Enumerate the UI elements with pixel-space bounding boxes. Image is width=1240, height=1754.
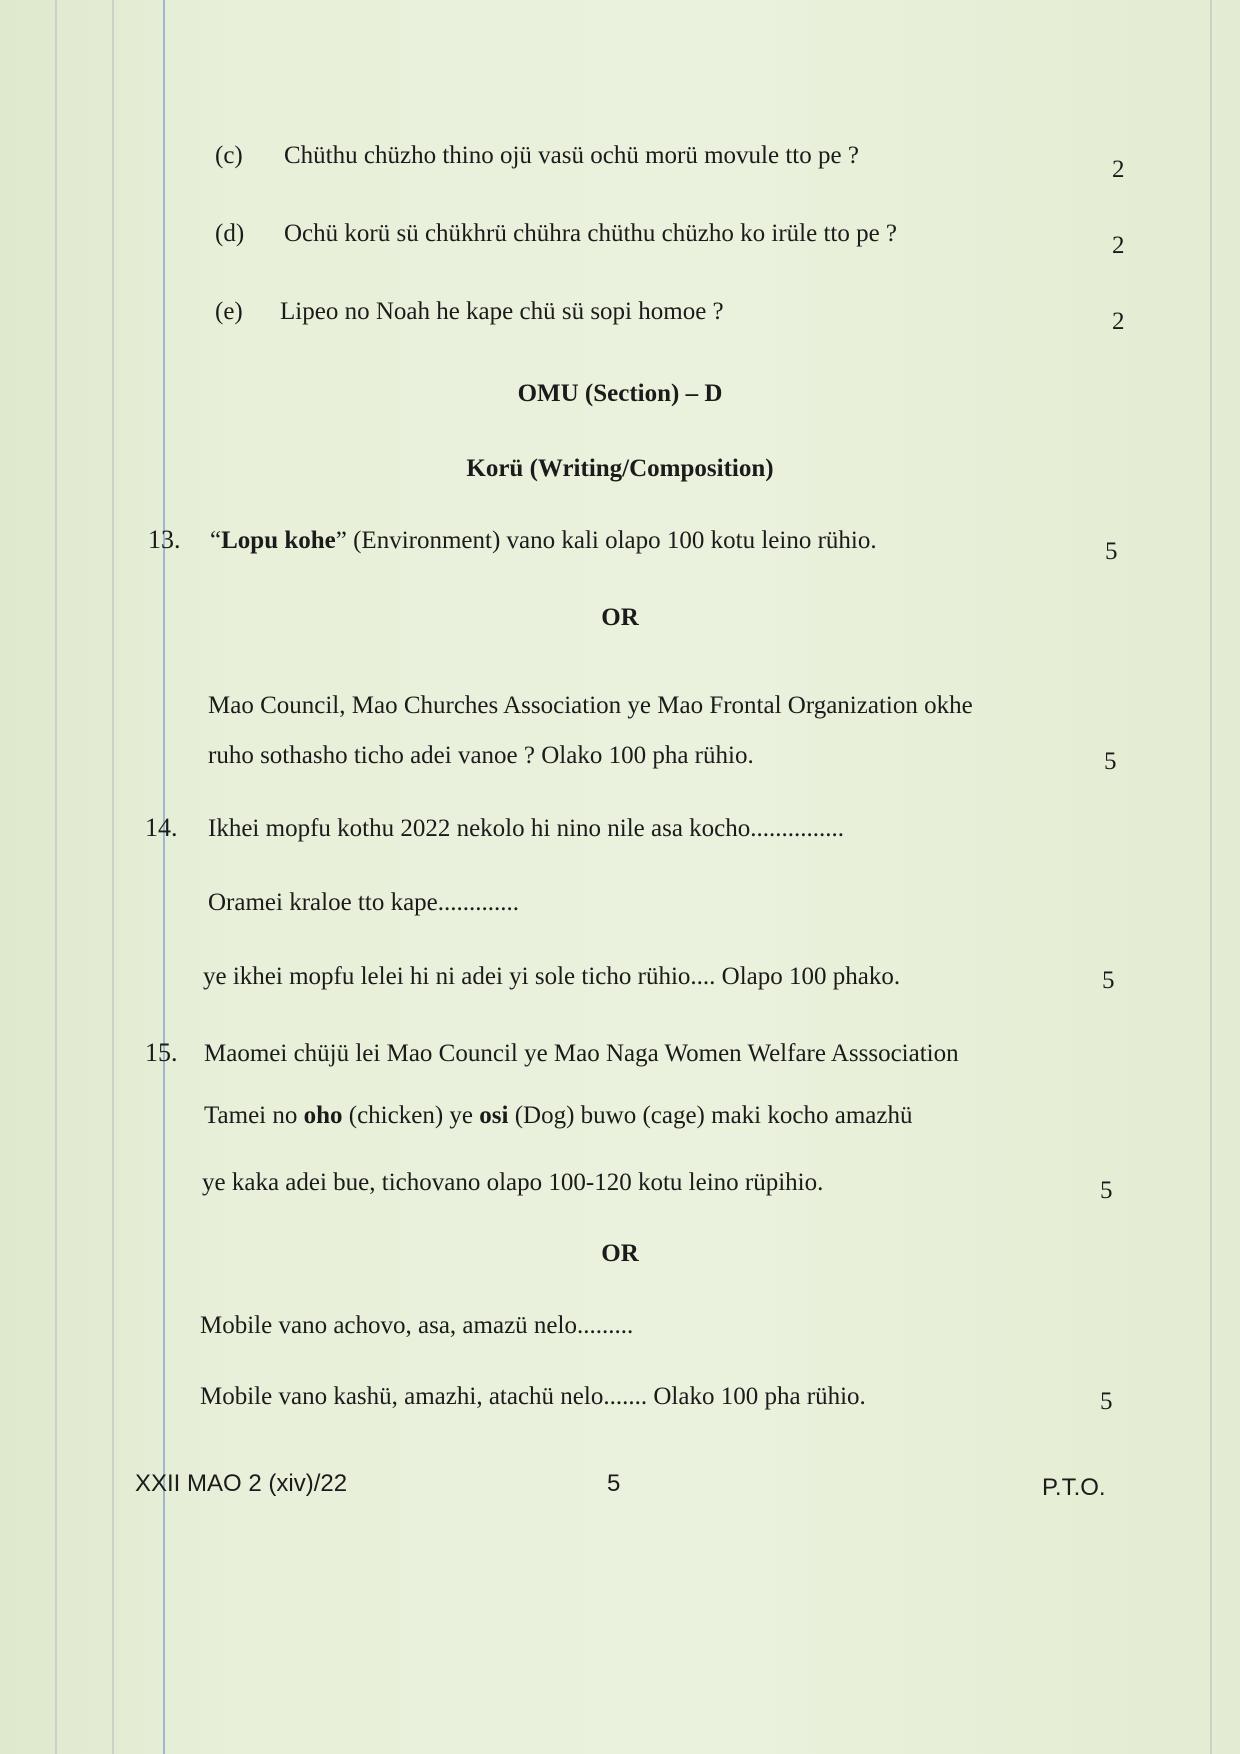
- section-subheading: Korü (Writing/Composition): [466, 455, 774, 482]
- page-fold-line: [55, 0, 57, 1754]
- question-number: 15.: [145, 1038, 178, 1067]
- item-marks: 2: [1112, 308, 1125, 335]
- item-label: (d): [215, 220, 245, 247]
- item-marks: 2: [1112, 156, 1125, 183]
- pto-label: P.T.O.: [1042, 1474, 1106, 1501]
- question-line: Maomei chüjü lei Mao Council ye Mao Naga Women Welfare Asssociation: [204, 1040, 959, 1067]
- alt-question-line: Mobile vano kashü, amazhi, atachü nelo....... Olako 100 pha rühio.: [200, 1383, 866, 1410]
- alt-question-marks: 5: [1104, 748, 1117, 775]
- text-segment: (chicken) ye: [342, 1102, 480, 1129]
- page-fold-line: [1210, 0, 1212, 1754]
- paper-code: XXII MAO 2 (xiv)/22: [135, 1470, 348, 1497]
- term-bold: osi: [479, 1102, 509, 1129]
- or-divider: OR: [601, 604, 639, 631]
- text-segment: Tamei no: [204, 1102, 304, 1129]
- section-heading: OMU (Section) – D: [517, 380, 723, 407]
- item-label: (c): [215, 142, 243, 169]
- item-marks: 2: [1112, 232, 1125, 259]
- question-line: ye kaka adei bue, tichovano olapo 100-120 kotu leino rüpihio.: [202, 1169, 824, 1196]
- item-text: Chüthu chüzho thino ojü vasü ochü morü movule tto pe ?: [284, 142, 859, 169]
- alt-question-line: Mobile vano achovo, asa, amazü nelo.........: [200, 1312, 634, 1339]
- or-divider: OR: [601, 1240, 639, 1267]
- alt-question-line: ruho sothasho ticho adei vanoe ? Olako 100 pha rühio.: [208, 742, 754, 769]
- term-bold: oho: [303, 1102, 343, 1129]
- alt-question-line: Mao Council, Mao Churches Association ye Mao Frontal Organization okhe: [208, 692, 973, 719]
- text-segment: (Dog) buwo (cage) maki kocho amazhü: [508, 1102, 913, 1129]
- question-text: [210, 527, 877, 555]
- question-marks: 5: [1105, 538, 1118, 565]
- question-line: Ikhei mopfu kothu 2022 nekolo hi nino nile asa kocho...............: [208, 815, 845, 842]
- question-number: 13.: [148, 525, 181, 554]
- open-quote: “: [210, 527, 222, 554]
- item-text: Ochü korü sü chükhrü chühra chüthu chüzho ko irüle tto pe ?: [284, 220, 898, 247]
- item-text: Lipeo no Noah he kape chü sü sopi homoe ?: [280, 298, 724, 325]
- alt-question-marks: 5: [1100, 1388, 1113, 1415]
- question-marks: 5: [1102, 967, 1115, 994]
- question-marks: 5: [1100, 1177, 1113, 1204]
- question-text-rest: ” (Environment) vano kali olapo 100 kotu leino rühio.: [335, 527, 877, 554]
- question-line: ye ikhei mopfu lelei hi ni adei yi sole ticho rühio.... Olapo 100 phako.: [203, 963, 901, 990]
- question-number: 14.: [145, 813, 178, 842]
- item-label: (e): [215, 298, 243, 325]
- question-line: [204, 1102, 912, 1130]
- page-fold-line: [112, 0, 114, 1754]
- topic-bold: Lopu kohe: [221, 527, 336, 554]
- page-number: 5: [607, 1470, 621, 1497]
- question-line: Oramei kraloe tto kape.............: [208, 889, 520, 916]
